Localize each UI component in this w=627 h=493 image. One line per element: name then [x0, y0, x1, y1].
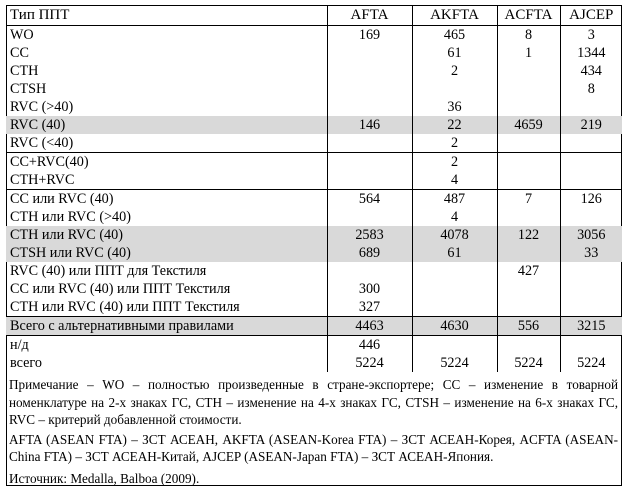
- source-text: Источник: Medalla, Balboa (2009).: [9, 470, 200, 486]
- cell-acfta: 4659: [497, 116, 560, 134]
- table-row: [6, 336, 622, 355]
- note-text: Примечание – WO – полностью произведенные в стране-экспортере; CC – изменение в товарной номенклатуре на 2-х знаках ГС, CTH – изменение на 4-х знаках ГС, CTSH – изменение на 6-х знаках ГС, RVC – критерий добавленной стоимости.: [9, 377, 618, 427]
- table-row: [6, 298, 622, 317]
- cell-acfta: [497, 98, 560, 116]
- cell-afta: [327, 62, 412, 80]
- row-label: CTH: [10, 62, 39, 79]
- row-label: CTH или RVC (40): [6, 226, 327, 244]
- cell-akfta: 4: [412, 208, 497, 226]
- cell-akfta: 487: [412, 190, 497, 209]
- cell-afta: 5224: [327, 354, 412, 372]
- cell-ajcep: 5224: [560, 354, 622, 372]
- cell-acfta: [497, 153, 560, 172]
- table-row: [6, 171, 622, 190]
- header-ajcep: AJCEP: [560, 5, 622, 26]
- cell-acfta: [497, 134, 560, 153]
- table-row: [6, 190, 622, 209]
- cell-akfta: 4630: [412, 317, 497, 336]
- cell-ajcep: 8: [560, 80, 622, 98]
- cell-ajcep: 1344: [560, 44, 622, 62]
- cell-afta: [327, 262, 412, 280]
- cell-akfta: 36: [412, 98, 497, 116]
- table-row: [6, 98, 622, 116]
- cell-ajcep: 126: [560, 190, 622, 209]
- table-row: [6, 262, 622, 280]
- row-label: Всего с альтернативными правилами: [6, 317, 327, 336]
- cell-afta: [327, 134, 412, 153]
- cell-afta: 146: [327, 116, 412, 134]
- table-row: [6, 280, 622, 298]
- cell-acfta: [497, 280, 560, 298]
- header-akfta: AKFTA: [412, 5, 497, 26]
- cell-acfta: 5224: [497, 354, 560, 372]
- table-row: [6, 44, 622, 62]
- cell-ajcep: 3215: [560, 317, 622, 336]
- cell-ajcep: 33: [560, 244, 622, 262]
- table-row: [6, 153, 622, 172]
- cell-akfta: [412, 262, 497, 280]
- cell-afta: [327, 80, 412, 98]
- table-row: [6, 26, 622, 45]
- cell-afta: [327, 44, 412, 62]
- cell-acfta: 8: [497, 26, 560, 45]
- table-row: [6, 116, 622, 134]
- cell-acfta: [497, 336, 560, 355]
- table-row: [6, 208, 622, 226]
- cell-ajcep: 434: [560, 62, 622, 80]
- table-row: [6, 354, 622, 372]
- header-type: Тип ППТ: [6, 5, 327, 26]
- cell-afta: [327, 171, 412, 190]
- cell-afta: 300: [327, 280, 412, 298]
- cell-akfta: 61: [412, 44, 497, 62]
- cell-afta: [327, 153, 412, 172]
- table-row: [6, 244, 622, 262]
- cell-acfta: 1: [497, 44, 560, 62]
- cell-acfta: [497, 208, 560, 226]
- cell-acfta: [497, 171, 560, 190]
- header-afta: AFTA: [327, 5, 412, 26]
- rules-of-origin-table: [6, 5, 622, 372]
- cell-akfta: [412, 336, 497, 355]
- row-label: CTH+RVC: [10, 171, 75, 188]
- row-label: RVC (<40): [10, 134, 74, 151]
- cell-akfta: 2: [412, 153, 497, 172]
- cell-afta: 4463: [327, 317, 412, 336]
- cell-afta: 2583: [327, 226, 412, 244]
- table-row: [6, 62, 622, 80]
- cell-ajcep: [560, 171, 622, 190]
- cell-ajcep: 3056: [560, 226, 622, 244]
- row-label: CC: [10, 44, 29, 61]
- cell-akfta: [412, 280, 497, 298]
- cell-afta: 327: [327, 298, 412, 317]
- row-label: н/д: [6, 336, 327, 355]
- cell-acfta: [497, 298, 560, 317]
- cell-acfta: [497, 62, 560, 80]
- cell-ajcep: [560, 280, 622, 298]
- cell-acfta: 427: [497, 262, 560, 280]
- cell-akfta: 4078: [412, 226, 497, 244]
- cell-afta: 446: [327, 336, 412, 355]
- table-row: [6, 80, 622, 98]
- cell-ajcep: [560, 208, 622, 226]
- cell-akfta: 4: [412, 171, 497, 190]
- table-notes: [9, 376, 618, 489]
- row-label: WO: [10, 26, 34, 43]
- cell-acfta: [497, 80, 560, 98]
- cell-akfta: 5224: [412, 354, 497, 372]
- cell-afta: 689: [327, 244, 412, 262]
- cell-ajcep: [560, 262, 622, 280]
- cell-ajcep: 219: [560, 116, 622, 134]
- cell-ajcep: 3: [560, 26, 622, 45]
- cell-ajcep: [560, 298, 622, 317]
- cell-akfta: 465: [412, 26, 497, 45]
- cell-akfta: 2: [412, 134, 497, 153]
- table-header-row: [6, 5, 622, 26]
- row-label: RVC (40) или ППТ для Текстиля: [10, 262, 207, 279]
- cell-acfta: 7: [497, 190, 560, 209]
- table-row: [6, 134, 622, 153]
- cell-akfta: [412, 80, 497, 98]
- row-label: CTH или RVC (>40): [10, 208, 131, 225]
- table-row: [6, 226, 622, 244]
- cell-afta: [327, 208, 412, 226]
- cell-acfta: [497, 244, 560, 262]
- row-label: CC или RVC (40) или ППТ Текстиля: [10, 280, 231, 297]
- abbreviations-text: AFTA (ASEAN FTA) – ЗСТ АСЕАН, AKFTA (ASEAN-Korea FTA) – ЗСТ АСЕАН-Корея, ACFTA (ASEAN-China FTA) – ЗСТ АСЕАН-Китай, AJCEP (ASEAN-Japan FTA) – ЗСТ АСЕАН-Япония.: [9, 431, 618, 464]
- row-label: CTSH: [10, 80, 47, 97]
- row-label: всего: [10, 354, 42, 371]
- cell-ajcep: [560, 336, 622, 355]
- row-label: CC или RVC (40): [6, 190, 327, 209]
- cell-afta: 169: [327, 26, 412, 45]
- cell-afta: 564: [327, 190, 412, 209]
- cell-acfta: 556: [497, 317, 560, 336]
- cell-akfta: 2: [412, 62, 497, 80]
- row-label: CC+RVC(40): [6, 153, 327, 172]
- cell-ajcep: [560, 134, 622, 153]
- header-acfta: ACFTA: [497, 5, 560, 26]
- row-label: RVC (40): [6, 116, 327, 134]
- cell-ajcep: [560, 153, 622, 172]
- cell-acfta: 122: [497, 226, 560, 244]
- cell-akfta: 22: [412, 116, 497, 134]
- cell-ajcep: [560, 98, 622, 116]
- row-label: CTH или RVC (40) или ППТ Текстиля: [10, 298, 240, 315]
- row-label: CTSH или RVC (40): [6, 244, 327, 262]
- cell-afta: [327, 98, 412, 116]
- table-row: [6, 317, 622, 336]
- row-label: RVC (>40): [10, 98, 74, 115]
- cell-akfta: 61: [412, 244, 497, 262]
- cell-akfta: [412, 298, 497, 317]
